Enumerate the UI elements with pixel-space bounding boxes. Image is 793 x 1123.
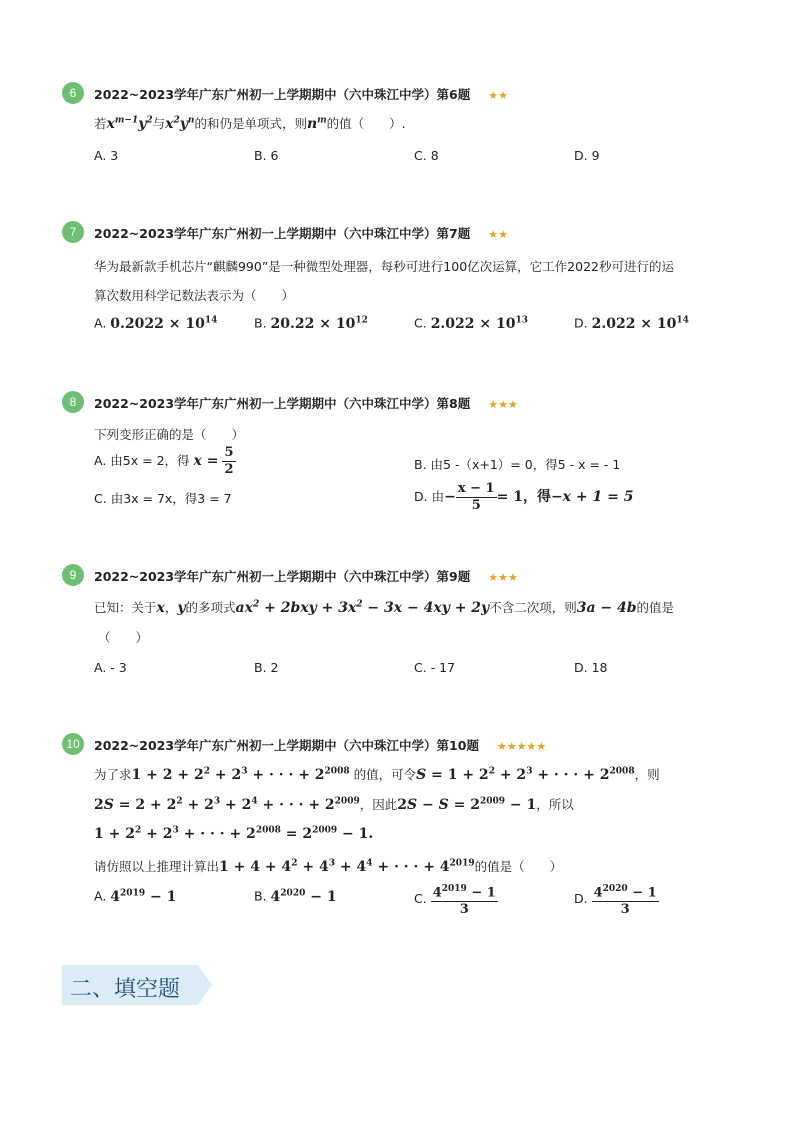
question-source: 2022~2023学年广东广州初一上学期期中（六中珠江中学）第7题 ★★ bbox=[94, 226, 508, 241]
difficulty-stars: ★★ bbox=[488, 228, 508, 241]
difficulty-stars: ★★★ bbox=[488, 398, 518, 411]
question-number-badge: 7 bbox=[62, 221, 84, 243]
question-source: 2022~2023学年广东广州初一上学期期中（六中珠江中学）第8题 ★★★ bbox=[94, 396, 518, 411]
option-b[interactable]: B. $20.22 \times 10^{12}$ bbox=[254, 315, 368, 332]
question-number-badge: 9 bbox=[62, 564, 84, 586]
question-stem: 若$x^{m-1}y^2$与$x^2y^n$的和仍是单项式，则$n^m$的值（ ）. bbox=[94, 115, 406, 132]
difficulty-stars: ★★★ bbox=[488, 571, 518, 584]
question-8 bbox=[62, 391, 752, 513]
question-stem-line-2: 算次数用科学记数法表示为（ ） bbox=[94, 288, 295, 303]
option-d[interactable]: D. $2.022 \times 10^{14}$ bbox=[574, 315, 689, 332]
question-9 bbox=[62, 564, 752, 675]
option-c[interactable]: C. 由3x = 7x，得3 = 7 bbox=[94, 491, 232, 506]
difficulty-stars: ★★ bbox=[488, 89, 508, 102]
question-stem-line-1: 华为最新款手机芯片“麒麟990”是一种微型处理器，每秒可进行100亿次运算，它工作2022秒可进行的运 bbox=[94, 259, 674, 274]
question-stem-line-1: 已知：关于x，y的多项式$ax^2 + 2bxy + 3x^2 - 3x - 4xy + 2y$不含二次项，则3a − 4b的值是 bbox=[94, 599, 675, 616]
option-b[interactable]: B. 6 bbox=[254, 148, 279, 163]
question-10 bbox=[62, 733, 752, 918]
option-a[interactable]: A. $0.2022 \times 10^{14}$ bbox=[94, 315, 218, 332]
question-source: 2022~2023学年广东广州初一上学期期中（六中珠江中学）第10题 ★★★★★ bbox=[94, 738, 547, 753]
section-header bbox=[62, 965, 212, 1005]
option-c[interactable]: C. 8 bbox=[414, 148, 439, 163]
question-stem-line-1: 为了求$1 + 2 + 2^2 + 2^3$ + · · · + $2^{2008}$ 的值，可令$S = 1 + 2^2 + 2^3$ + · · · + $2^{2008}$，则 bbox=[94, 766, 660, 783]
option-d[interactable]: D. 由− $\frac{x - 1}{5}$ = 1，得−x + 1 = 5 bbox=[414, 481, 634, 513]
option-d[interactable]: D. 9 bbox=[574, 148, 600, 163]
option-c[interactable]: C. $2.022 \times 10^{13}$ bbox=[414, 315, 529, 332]
option-b[interactable]: B. 由5 -（x+1）= 0，得5 - x = - 1 bbox=[414, 457, 621, 472]
option-c[interactable]: C. $\frac{4^{2019} - 1}{3}$ bbox=[414, 881, 498, 918]
question-stem-line-3: $1 + 2^2 + 2^3$ + · · · + $2^{2008} = 2^{2009} - 1$. bbox=[94, 825, 374, 842]
option-a[interactable]: A. 3 bbox=[94, 148, 119, 163]
question-stem-line-4: 请仿照以上推理计算出$1 + 4 + 4^2 + 4^3 + 4^4$ + · · · + $4^{2019}$的值是（ ） bbox=[94, 858, 563, 875]
question-number-badge: 6 bbox=[62, 82, 84, 104]
question-number-badge: 8 bbox=[62, 391, 84, 413]
option-d[interactable]: D. 18 bbox=[574, 660, 608, 675]
question-7 bbox=[62, 221, 752, 332]
question-stem: 下列变形正确的是（ ） bbox=[94, 427, 245, 442]
question-stem-line-2: $2S = 2 + 2^2 + 2^3 + 2^4$ + · · · + $2^{2009}$，因此$2S - S = 2^{2009} - 1$，所以 bbox=[94, 796, 574, 813]
question-stem-line-2: （ ） bbox=[98, 630, 149, 645]
option-b[interactable]: B. 2 bbox=[254, 660, 279, 675]
question-number-badge: 10 bbox=[62, 733, 84, 755]
question-source: 2022~2023学年广东广州初一上学期期中（六中珠江中学）第9题 ★★★ bbox=[94, 569, 518, 584]
section-title: 二、填空题 bbox=[70, 977, 181, 1002]
option-b[interactable]: B. $4^{2020} - 1$ bbox=[254, 888, 337, 905]
option-c[interactable]: C. - 17 bbox=[414, 660, 456, 675]
question-6 bbox=[62, 82, 752, 163]
question-source: 2022~2023学年广东广州初一上学期期中（六中珠江中学）第6题 ★★ bbox=[94, 87, 508, 102]
option-a[interactable]: A. $4^{2019} - 1$ bbox=[94, 888, 177, 905]
option-a[interactable]: A. 由5x = 2，得 x = $\frac{5}{2}$ bbox=[94, 445, 234, 477]
option-a[interactable]: A. - 3 bbox=[94, 660, 127, 675]
option-d[interactable]: D. $\frac{4^{2020} - 1}{3}$ bbox=[574, 881, 659, 918]
difficulty-stars: ★★★★★ bbox=[496, 740, 547, 753]
